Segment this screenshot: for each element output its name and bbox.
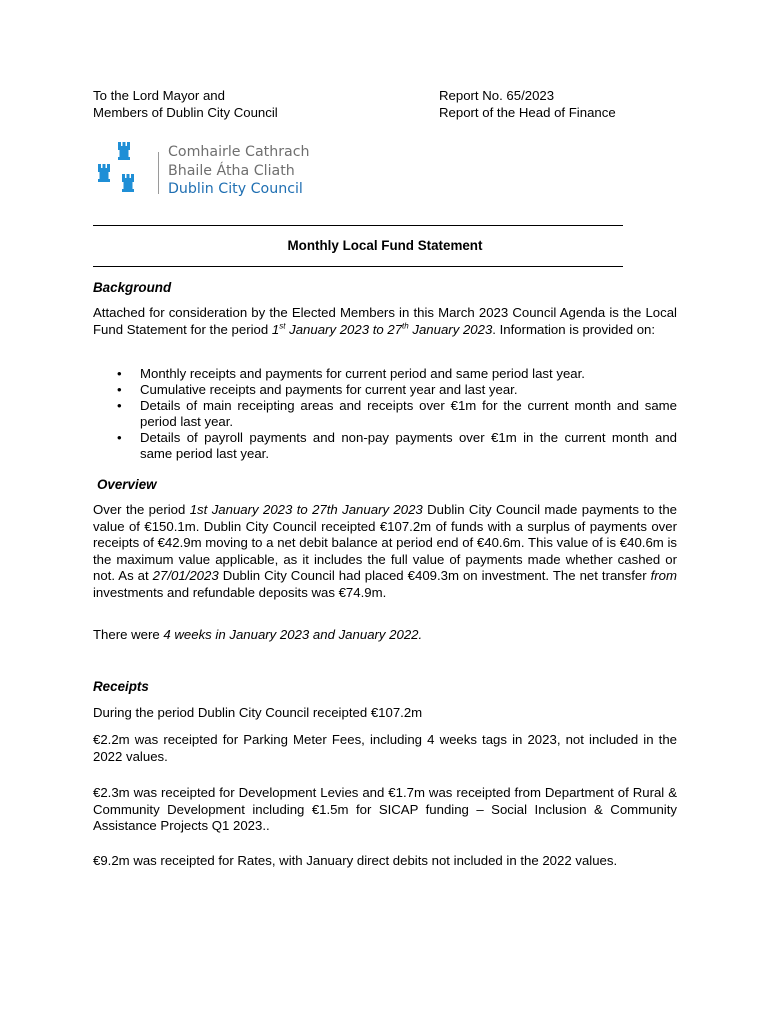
receipts-parking: €2.2m was receipted for Parking Meter Fees, including 4 weeks tags in 2023, not included in the 2022 values.: [93, 732, 677, 764]
report-author: Report of the Head of Finance: [439, 104, 616, 120]
dublin-city-council-logo: [96, 140, 316, 202]
overview-weeks-note: There were 4 weeks in January 2023 and January 2022.: [93, 627, 423, 642]
logo-line-irish-2: Bhaile Átha Cliath: [168, 162, 295, 179]
overview-paragraph: Over the period 1st January 2023 to 27th January 2023 Dublin City Council made payments to the value of €150.1m. Dublin City Council receipted €107.2m of funds with a surplus of payments over receipts of €42.9m moving to a net debit balance at period end of €40.6m. This value of is €40.6m is the maximum value applicable, as it includes the full value of payments made whether cashed or not. As at 27/01/2023 Dublin City Council had placed €409.3m on investment. The net transfer from investments and refundable deposits was €74.9m.: [93, 502, 678, 600]
report-number: Report No. 65/2023: [439, 88, 555, 103]
title-rule-top: [93, 225, 623, 226]
list-item: • Details of payroll payments and non-pay payments over €1m in the current month and same period last year.: [117, 430, 677, 461]
receipts-heading: Receipts: [93, 679, 149, 694]
addressee-line-2: Members of Dublin City Council: [93, 104, 278, 120]
document-title: Monthly Local Fund Statement: [287, 238, 483, 253]
logo-line-irish-1: Comhairle Cathrach: [168, 144, 310, 160]
report-reference-block: [439, 88, 616, 121]
list-item: • Cumulative receipts and payments for current year and last year.: [117, 382, 518, 397]
receipts-levies: €2.3m was receipted for Development Levies and €1.7m was receipted from Department of Rural & Community Development including €1.5m for SICAP funding – Social Inclusion & Community Assistance Projects Q1 2023..: [93, 785, 677, 834]
background-bullet-list: [93, 366, 677, 462]
logo-divider: [158, 152, 159, 194]
addressee-line-1: To the Lord Mayor and: [93, 88, 225, 103]
list-item: • Monthly receipts and payments for current period and same period last year.: [117, 366, 585, 381]
title-rule-bottom: [93, 266, 623, 267]
list-item: • Details of main receipting areas and receipts over €1m for the current month and same period last year.: [117, 398, 677, 429]
three-castles-icon: [96, 140, 152, 200]
overview-heading: Overview: [97, 477, 157, 492]
receipts-rates: €9.2m was receipted for Rates, with January direct debits not included in the 2022 values.: [93, 853, 618, 868]
background-heading: Background: [93, 280, 172, 295]
receipts-total: During the period Dublin City Council receipted €107.2m: [93, 705, 423, 720]
logo-wordmark: [168, 143, 310, 199]
logo-line-english: Dublin City Council: [168, 181, 303, 197]
addressee-block: [93, 88, 278, 121]
background-intro: Attached for consideration by the Elected Members in this March 2023 Council Agenda is the Local Fund Statement for the period 1st January 2023 to 27th January 2023. Information is provided on:: [93, 305, 677, 337]
